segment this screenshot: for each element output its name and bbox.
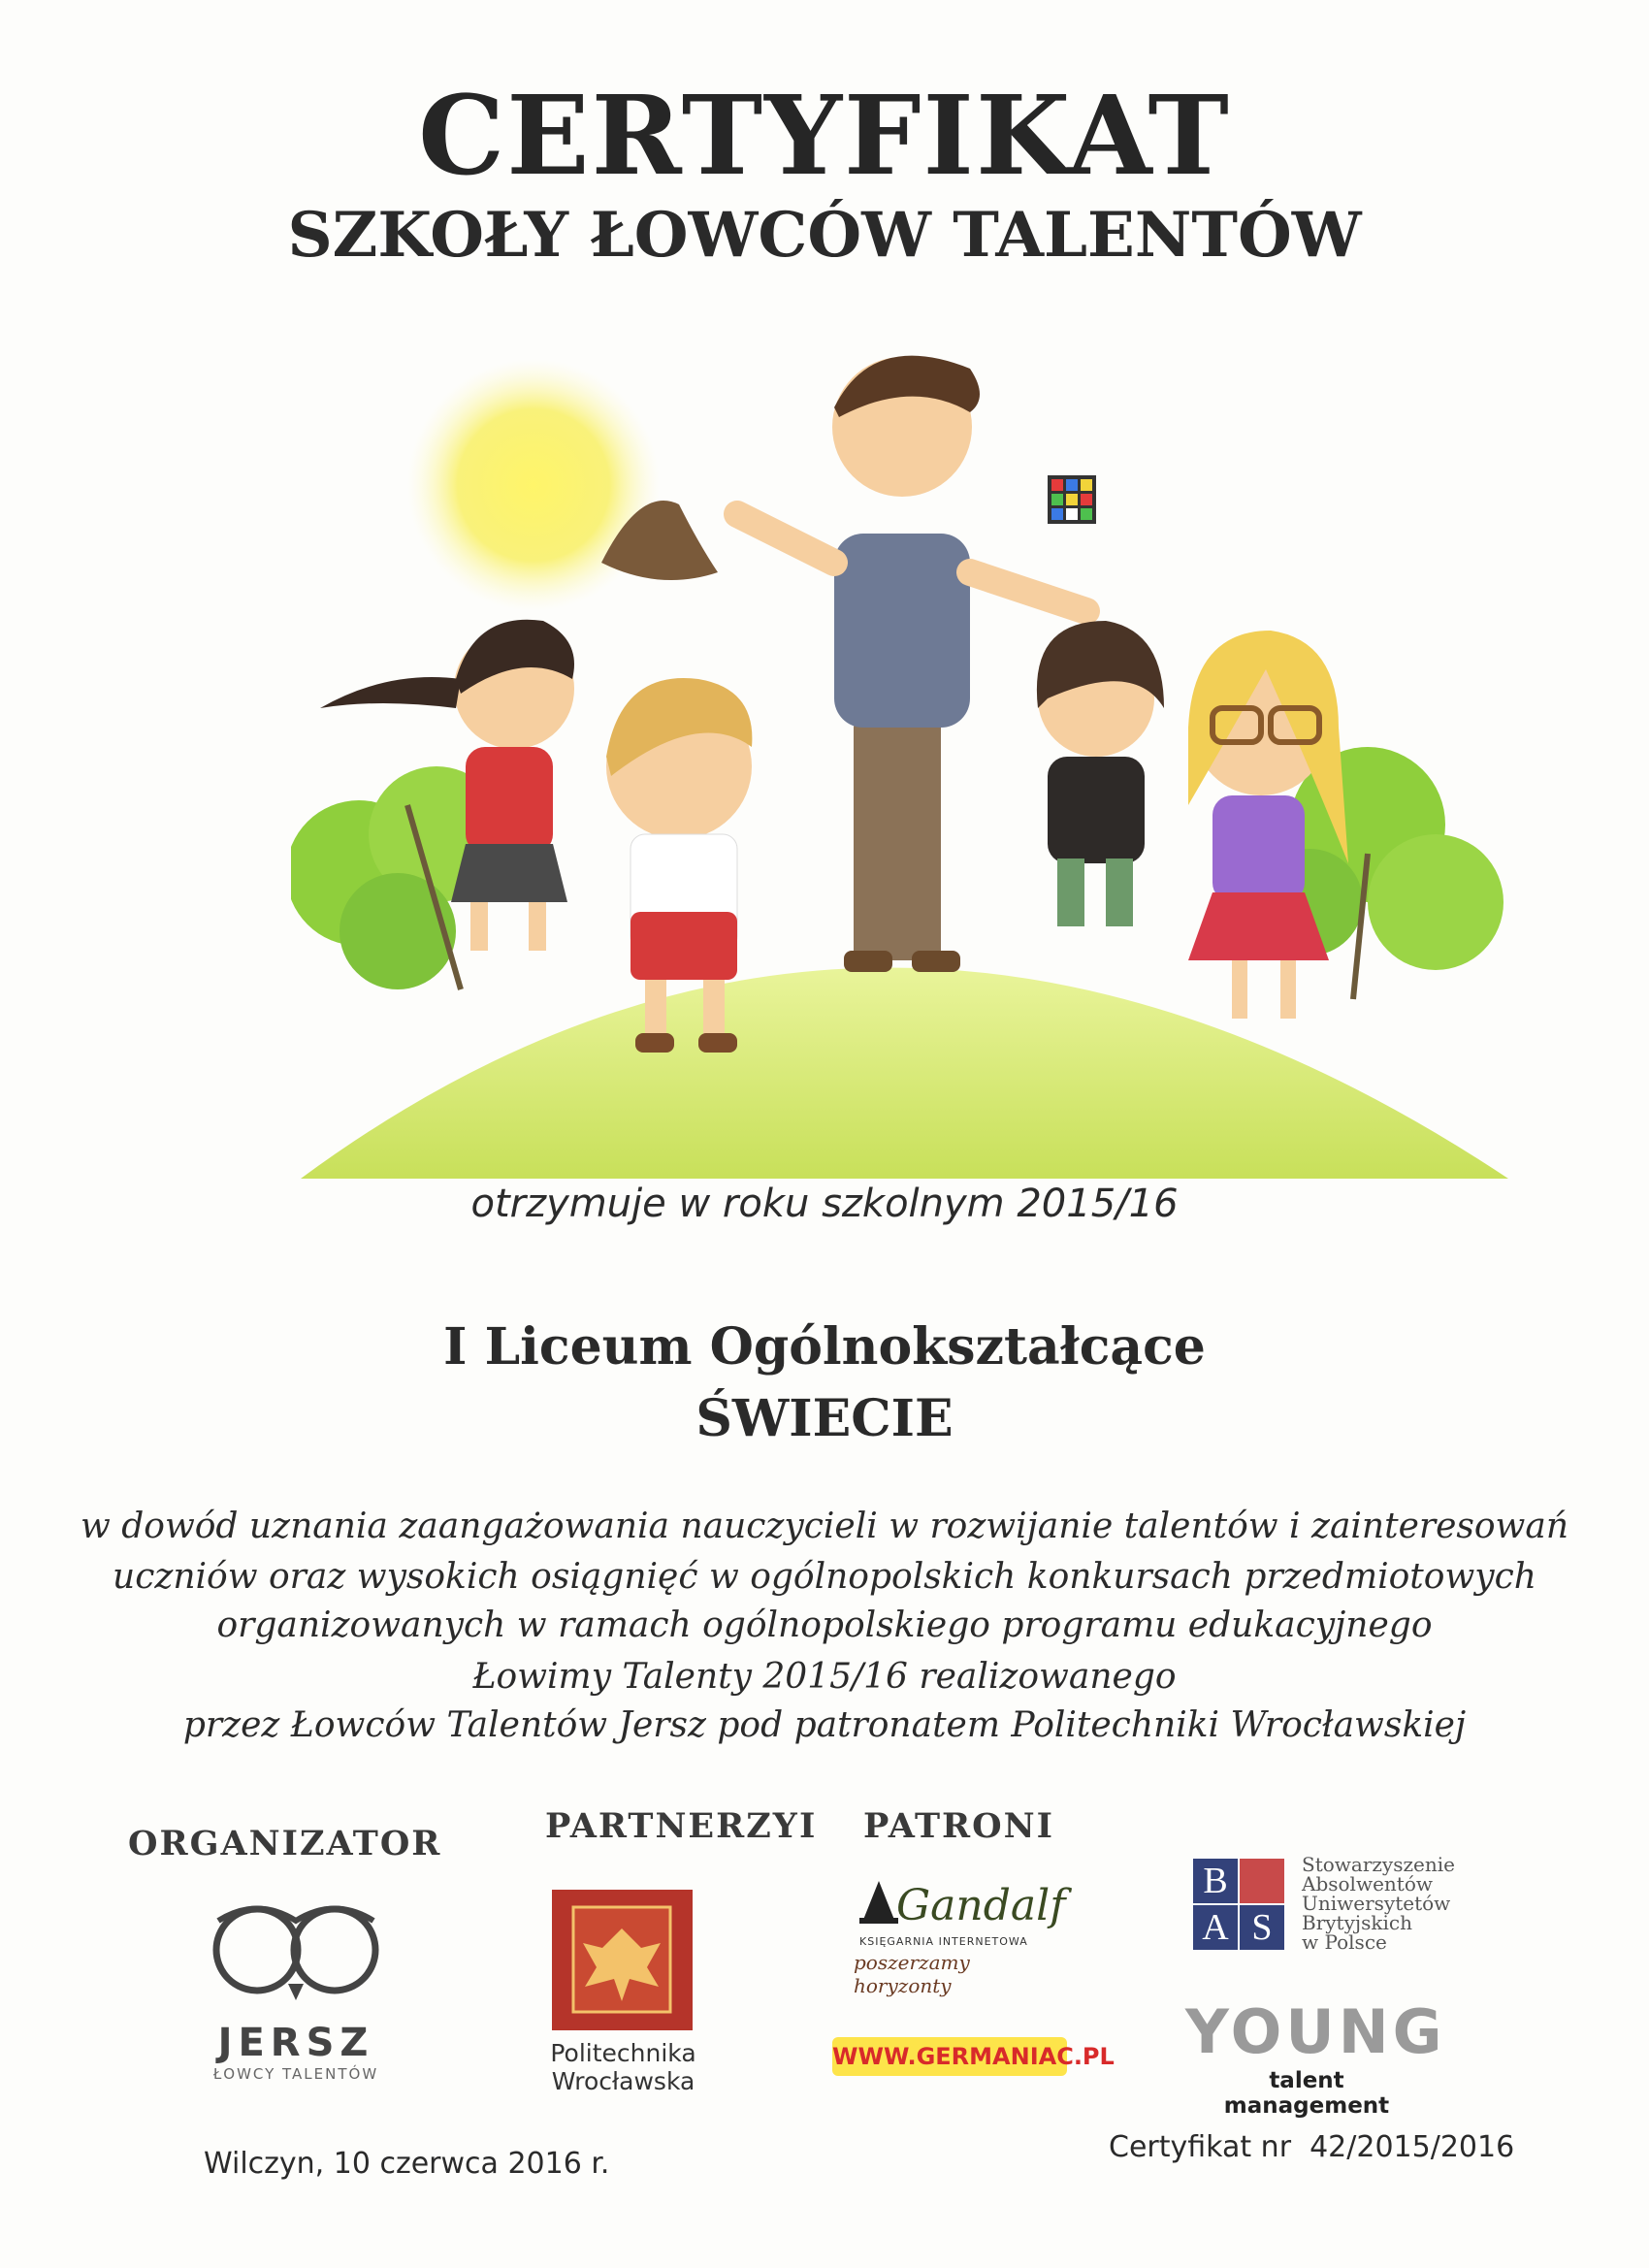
children-illustration — [291, 320, 1513, 1183]
patrons-label: PATRONI — [863, 1806, 1054, 1846]
hill — [301, 968, 1508, 1180]
issue-date: Wilczyn, 10 czerwca 2016 r. — [204, 2147, 610, 2181]
sun-icon — [407, 359, 660, 611]
jersz-logo-name: JERSZ — [217, 2021, 374, 2065]
bas-letter-a: A — [1193, 1905, 1238, 1950]
jersz-logo-sub: ŁOWCY TALENTÓW — [212, 2065, 379, 2083]
young-logo-sub: talent management — [1223, 2068, 1390, 2119]
germaniac-logo: WWW.GERMANIAC.PL — [832, 2037, 1067, 2076]
jersz-logo — [194, 1892, 398, 2083]
body-line-5: przez Łowców Talentów Jersz pod patronatem Politechniki Wrocławskiej — [182, 1705, 1467, 1745]
partners-label: PARTNERZY — [545, 1806, 799, 1846]
young-logo-name: YOUNG — [1185, 1996, 1446, 2067]
politechnika-line1: Politechnika — [550, 2039, 696, 2067]
gandalf-sub: KSIĘGARNIA INTERNETOWA — [859, 1935, 1028, 1948]
bas-text: Stowarzyszenie Absolwentów Uniwersytetów Brytyjskich w Polsce — [1302, 1853, 1455, 1954]
bas-logo — [1193, 1855, 1484, 1961]
body-line-1: w dowód uznania zaangażowania nauczycieli w rozwijanie talentów i zainteresowań — [80, 1507, 1569, 1546]
body-line-3: organizowanych w ramach ogólnopolskiego programu edukacyjnego — [216, 1605, 1433, 1645]
teacher-figure — [737, 356, 1086, 972]
politechnika-line2: Wrocławska — [551, 2067, 695, 2095]
bas-letter-b: B — [1193, 1859, 1238, 1903]
bas-red-block — [1240, 1859, 1284, 1903]
eagle-crest-icon — [552, 1890, 693, 2030]
rubiks-cube-icon — [1048, 475, 1096, 524]
partners-label-separator: I — [799, 1806, 818, 1846]
boy-right-figure — [1037, 621, 1164, 926]
school-name: I Liceum Ogólnokształcące — [443, 1317, 1206, 1377]
gandalf-name: Gandalf — [896, 1881, 1066, 1930]
certificate-number: Certyfikat nr 42/2015/2016 — [1109, 2130, 1515, 2164]
school-city: ŚWIECIE — [695, 1389, 954, 1448]
body-line-4: Łowimy Talenty 2015/16 realizowanego — [472, 1657, 1177, 1697]
bas-letter-s: S — [1240, 1905, 1284, 1950]
organizer-label: ORGANIZATOR — [128, 1824, 442, 1863]
body-line-2: uczniów oraz wysokich osiągnięć w ogólnopolskich konkursach przedmiotowych — [113, 1557, 1536, 1597]
politechnika-logo — [549, 1890, 695, 2035]
certificate-subtitle: SZKOŁY ŁOWCÓW TALENTÓW — [287, 199, 1362, 272]
gandalf-tagline: poszerzamy horyzonty — [854, 1951, 970, 1997]
receives-line: otrzymuje w roku szkolnym 2015/16 — [470, 1182, 1179, 1226]
owl-icon — [199, 1892, 393, 2008]
wizard-icon — [856, 1881, 902, 1929]
politechnika-text — [543, 2039, 703, 2095]
certificate-title: CERTYFIKAT — [418, 73, 1231, 200]
